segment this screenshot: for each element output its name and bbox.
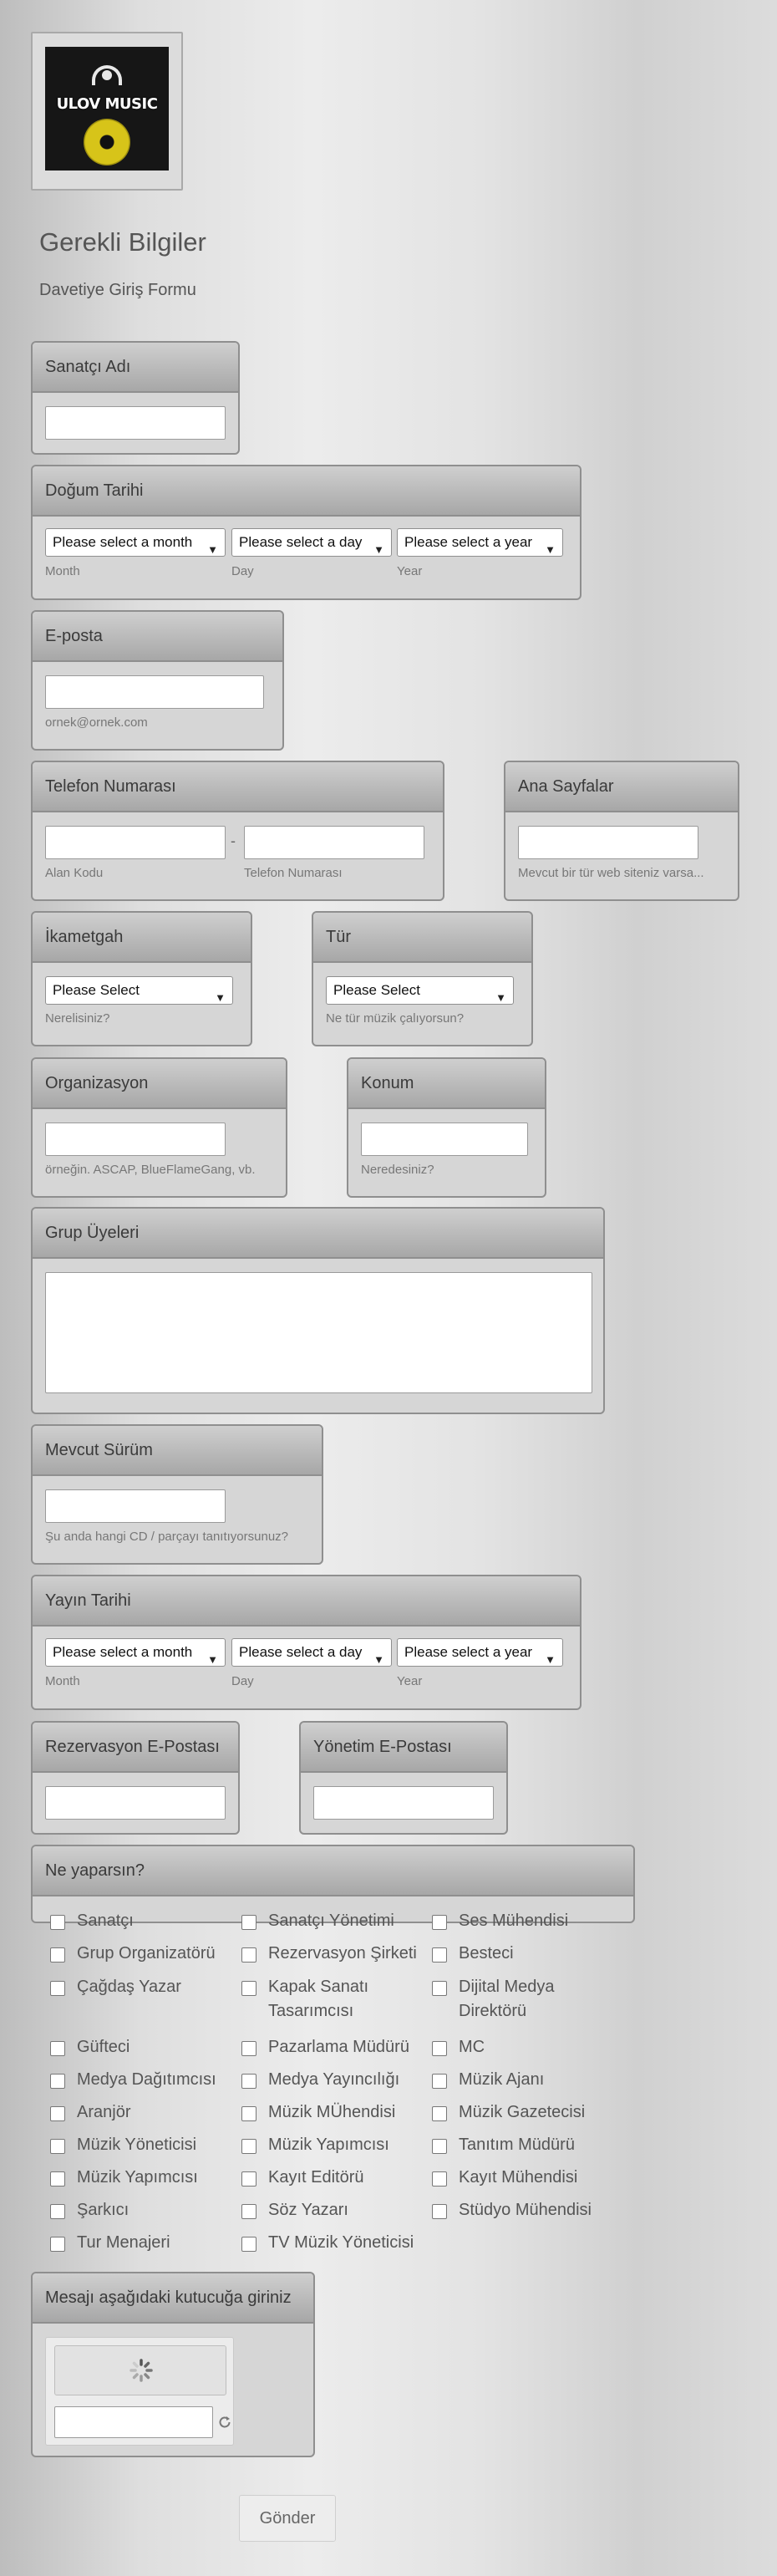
- checkbox[interactable]: [241, 2139, 256, 2154]
- artist-name-input[interactable]: [45, 406, 226, 440]
- organization-section: [31, 1057, 287, 1198]
- checkbox-label: Besteci: [459, 1944, 514, 1963]
- booking-email-input[interactable]: [45, 1786, 226, 1820]
- booking-email-label: Rezervasyon E-Postası: [33, 1723, 238, 1773]
- checkbox[interactable]: [432, 2106, 447, 2121]
- submit-button[interactable]: Gönder: [239, 2495, 336, 2542]
- homepages-input[interactable]: [518, 826, 698, 859]
- checkbox-label: Kayıt Editörü: [268, 2168, 364, 2187]
- checkbox[interactable]: [241, 1981, 256, 1996]
- captcha-box: [45, 2337, 234, 2446]
- checkbox-label: Medya Dağıtımcısı: [77, 2070, 216, 2089]
- checkbox[interactable]: [50, 1981, 65, 1996]
- checkbox[interactable]: [241, 2171, 256, 2187]
- birth-day-select[interactable]: Please select a day ▼: [231, 528, 392, 557]
- management-email-input[interactable]: [313, 1786, 494, 1820]
- current-release-label: Mevcut Sürüm: [33, 1426, 322, 1476]
- chevron-down-icon: ▼: [207, 543, 218, 556]
- checkbox-label: Kayıt Mühendisi: [459, 2168, 578, 2187]
- birth-year-select[interactable]: Please select a year ▼: [397, 528, 563, 557]
- email-sublabel: ornek@ornek.com: [45, 715, 148, 730]
- phone-area-code-input[interactable]: [45, 826, 226, 859]
- artist-name-label: Sanatçı Adı: [33, 343, 238, 393]
- email-input[interactable]: [45, 675, 264, 709]
- checkbox-label: Güfteci: [77, 2038, 130, 2056]
- checkbox-label: Aranjör: [77, 2103, 131, 2121]
- logo-text: ULOV MUSIC: [56, 95, 158, 113]
- checkbox-label: Rezervasyon Şirketi: [268, 1944, 417, 1963]
- chevron-down-icon: ▼: [215, 991, 226, 1004]
- location-input[interactable]: [361, 1123, 528, 1156]
- email-section: [31, 610, 284, 751]
- checkbox[interactable]: [50, 1947, 65, 1963]
- what-do-you-do-label: Ne yaparsın?: [33, 1846, 633, 1896]
- current-release-input[interactable]: [45, 1489, 226, 1523]
- genre-sublabel: Ne tür müzik çalıyorsun?: [326, 1011, 465, 1026]
- checkbox[interactable]: [432, 2041, 447, 2056]
- checkbox[interactable]: [432, 1981, 447, 1996]
- release-day-select[interactable]: Please select a day ▼: [231, 1638, 392, 1667]
- checkbox-label: Ses Mühendisi: [459, 1912, 569, 1930]
- management-email-label: Yönetim E-Postası: [301, 1723, 506, 1773]
- organization-input[interactable]: [45, 1123, 226, 1156]
- checkbox[interactable]: [241, 2074, 256, 2089]
- birth-date-section: [31, 465, 581, 600]
- page-subtitle: Davetiye Giriş Formu: [39, 281, 196, 299]
- current-release-section: [31, 1424, 323, 1565]
- captcha-image: [54, 2345, 226, 2395]
- refresh-icon[interactable]: [217, 2415, 232, 2430]
- message-section: [31, 2272, 315, 2457]
- checkbox-label: Müzik MÜhendisi: [268, 2103, 396, 2121]
- birth-year-sublabel: Year: [397, 564, 423, 578]
- phone-separator: -: [231, 832, 236, 849]
- page-title: Gerekli Bilgiler: [39, 227, 206, 257]
- chevron-down-icon: ▼: [495, 991, 506, 1004]
- checkbox[interactable]: [432, 2074, 447, 2089]
- management-email-section: [299, 1721, 508, 1835]
- checkbox[interactable]: [50, 2237, 65, 2252]
- release-year-select[interactable]: Please select a year ▼: [397, 1638, 563, 1667]
- logo-image: [45, 47, 169, 171]
- release-date-section: [31, 1575, 581, 1710]
- artist-name-section: [31, 341, 240, 455]
- phone-label: Telefon Numarası: [33, 762, 443, 812]
- checkbox-label: Kapak Sanatı Tasarımcısı: [268, 1978, 369, 2020]
- residence-sublabel: Nerelisiniz?: [45, 1011, 110, 1026]
- checkbox-label: Medya Yayıncılığı: [268, 2070, 400, 2089]
- captcha-input[interactable]: [54, 2406, 213, 2438]
- release-day-sublabel: Day: [231, 1674, 254, 1688]
- release-year-sublabel: Year: [397, 1674, 423, 1688]
- checkbox[interactable]: [241, 2204, 256, 2219]
- checkbox[interactable]: [241, 1915, 256, 1930]
- checkbox-label: Tur Menajeri: [77, 2233, 170, 2252]
- checkbox[interactable]: [50, 2139, 65, 2154]
- checkbox[interactable]: [432, 2171, 447, 2187]
- genre-label: Tür: [313, 913, 531, 963]
- current-release-sublabel: Şu anda hangi CD / parçayı tanıtıyorsunuz?: [45, 1530, 289, 1544]
- checkbox[interactable]: [50, 2074, 65, 2089]
- checkbox[interactable]: [432, 1915, 447, 1930]
- checkbox-label: Dijital Medya Direktörü: [459, 1978, 555, 2020]
- residence-section: [31, 911, 252, 1046]
- birth-date-label: Doğum Tarihi: [33, 466, 580, 517]
- organization-sublabel: örneğin. ASCAP, BlueFlameGang, vb.: [45, 1163, 256, 1177]
- checkbox-label: Söz Yazarı: [268, 2201, 348, 2219]
- checkbox-label: Müzik Yapımcısı: [77, 2168, 198, 2187]
- organization-label: Organizasyon: [33, 1059, 286, 1109]
- checkbox[interactable]: [432, 1947, 447, 1963]
- genre-select[interactable]: Please Select ▼: [326, 976, 514, 1005]
- checkbox-label: Stüdyo Mühendisi: [459, 2201, 592, 2219]
- chevron-down-icon: ▼: [545, 1653, 556, 1666]
- booking-email-section: [31, 1721, 240, 1835]
- phone-number-sublabel: Telefon Numarası: [244, 866, 343, 880]
- checkbox[interactable]: [50, 2171, 65, 2187]
- checkbox[interactable]: [50, 2204, 65, 2219]
- phone-number-input[interactable]: [244, 826, 424, 859]
- location-label: Konum: [348, 1059, 545, 1109]
- homepages-label: Ana Sayfalar: [505, 762, 738, 812]
- logo-frame: [31, 32, 183, 191]
- phone-section: [31, 761, 444, 901]
- residence-select[interactable]: Please Select ▼: [45, 976, 233, 1005]
- checkbox[interactable]: [241, 2041, 256, 2056]
- location-sublabel: Neredesiniz?: [361, 1163, 434, 1177]
- release-month-select[interactable]: Please select a month ▼: [45, 1638, 226, 1667]
- chevron-down-icon: ▼: [373, 1653, 384, 1666]
- checkbox-label: Müzik Ajanı: [459, 2070, 545, 2089]
- chevron-down-icon: ▼: [545, 543, 556, 556]
- checkbox[interactable]: [50, 2106, 65, 2121]
- group-members-textarea[interactable]: [45, 1272, 592, 1393]
- checkbox-label: Pazarlama Müdürü: [268, 2038, 409, 2056]
- checkbox-label: Sanatçı Yönetimi: [268, 1912, 394, 1930]
- residence-label: İkametgah: [33, 913, 251, 963]
- cd-icon: [102, 70, 112, 80]
- area-code-sublabel: Alan Kodu: [45, 866, 104, 880]
- group-members-label: Grup Üyeleri: [33, 1209, 603, 1259]
- release-month-sublabel: Month: [45, 1674, 80, 1688]
- checkbox-label: Müzik Yapımcısı: [268, 2136, 389, 2154]
- group-members-section: [31, 1207, 605, 1414]
- checkbox[interactable]: [241, 2237, 256, 2252]
- release-date-label: Yayın Tarihi: [33, 1576, 580, 1627]
- chevron-down-icon: ▼: [373, 543, 384, 556]
- chevron-down-icon: ▼: [207, 1653, 218, 1666]
- homepages-section: [504, 761, 739, 901]
- checkbox[interactable]: [50, 2041, 65, 2056]
- email-label: E-posta: [33, 612, 282, 662]
- location-section: [347, 1057, 546, 1198]
- checkbox[interactable]: [432, 2204, 447, 2219]
- checkbox-label: Grup Organizatörü: [77, 1944, 216, 1963]
- homepages-sublabel: Mevcut bir tür web siteniz varsa...: [518, 866, 704, 880]
- checkbox[interactable]: [50, 1915, 65, 1930]
- checkbox-label: Sanatçı: [77, 1912, 134, 1930]
- genre-section: [312, 911, 533, 1046]
- checkbox-label: TV Müzik Yöneticisi: [268, 2233, 414, 2252]
- birth-month-select[interactable]: Please select a month ▼: [45, 528, 226, 557]
- birth-day-sublabel: Day: [231, 564, 254, 578]
- checkbox[interactable]: [241, 2106, 256, 2121]
- vinyl-disc-icon: [84, 119, 130, 165]
- checkbox[interactable]: [241, 1947, 256, 1963]
- checkbox-label: MC: [459, 2038, 485, 2056]
- checkbox[interactable]: [432, 2139, 447, 2154]
- checkbox-label: Müzik Gazetecisi: [459, 2103, 586, 2121]
- checkbox-label: Tanıtım Müdürü: [459, 2136, 575, 2154]
- message-label: Mesajı aşağıdaki kutucuğa giriniz: [33, 2273, 313, 2324]
- checkbox-label: Şarkıcı: [77, 2201, 130, 2219]
- checkbox-label: Çağdaş Yazar: [77, 1978, 181, 1996]
- birth-month-sublabel: Month: [45, 564, 80, 578]
- checkbox-label: Müzik Yöneticisi: [77, 2136, 197, 2154]
- loading-spinner-icon: [129, 2358, 154, 2383]
